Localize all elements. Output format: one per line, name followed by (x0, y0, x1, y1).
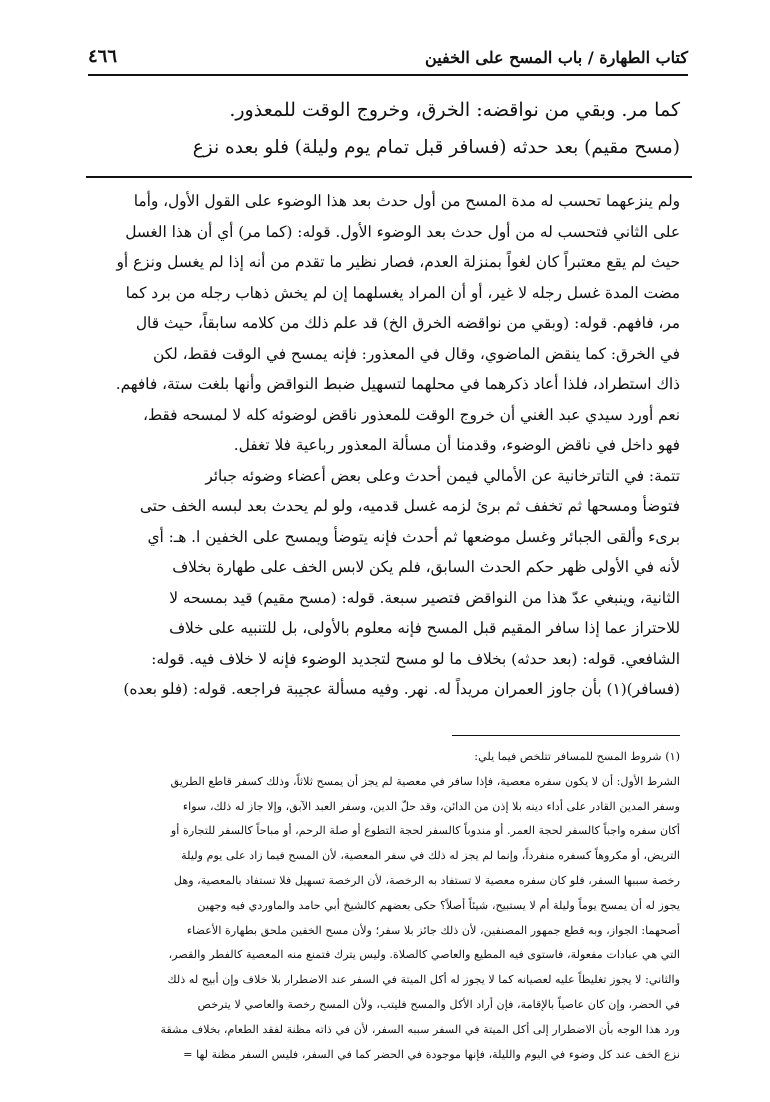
commentary-body (80, 186, 680, 705)
body-line: مر، فافهم. قوله: (وبقي من نواقضه الخرق الخ) قد علم ذلك من كلامه سابقاً، حيث قال (135, 314, 680, 332)
body-line: الثانية، وينبغي عدّ هذا من النواقض فتصير سبعة. قوله: (مسح مقيم) قيد بمسحه لا (169, 588, 680, 607)
body-line: نعم أورد سيدي عبد الغني أن خروج الوقت للمعذور ناقض لوضوئه كله لا لمسحه فقط، (142, 405, 680, 424)
footnote-line: في الحضر، وإن كان عاصياً بالإقامة، فإن أراد الأكل والمسح فليتب، ولأن المسح رخصة والعاصي لا يترخص (197, 997, 680, 1011)
footnote-line: ورد هذا الوجه بأن الاضطرار إلى أكل الميتة في السفر سببه السفر، لأن في ذاته مظنة لفقد الطعام، بخلاف مشقة (160, 1022, 680, 1036)
body-line: ولم ينزعهما تحسب له مدة المسح من أول حدث بعد هذا الوضوء على القول الأول، وأما (133, 192, 680, 210)
body-line: للاحتراز عما إذا سافر المقيم قبل المسح فإنه معلوم بالأولى، بل للتنبيه على خلاف (169, 619, 680, 637)
running-header (88, 46, 688, 76)
footnotes (80, 745, 680, 1067)
footnote-line: يجوز له أن يمسح يوماً وليلة أم لا يستبيح، شيئاً أصلاً؟ حكى بعضهم كالشيخ أبي حامد والماوردي فيه وجهين (197, 898, 680, 912)
body-line: مضت المدة غسل رجله لا غير، أو أن المراد يغسلهما إن لم يخش ذهاب رجله من برد كما (125, 283, 680, 302)
footnote-line: أصحهما: الجواز، وبه قطع جمهور المصنفين، لأن ذلك جائز بلا سفر؛ ولأن مسح الخفين ملحق بطهارة الأعضاء (186, 923, 680, 937)
footnote-line: أكان سفره واجباً كالسفر لحجة العمر. أو مندوباً كالسفر لحجة التطوع أو صلة الرحم، أو مباحاً كالسفر للتجارة أو (170, 824, 680, 838)
header-title: كتاب الطهارة / باب المسح على الخفين (425, 48, 688, 67)
footnote-line: وسفر المدين القادر على أداء دينه بلا إذن من الدائن، وقد حلّ الدين، وسفر العبد الآبق، وإلا جاز له ذلك، سواء (182, 799, 680, 813)
footnote-line: رخصة سببها السفر، فلو كان سفره معصية لا تستفاد به الرخصة، لأن الرخصة تسهيل فلا تستفاد بالمعصية، وهل (173, 873, 680, 887)
body-line: برىء وألقى الجبائر وغسل موضعها ثم أحدث فإنه يتوضأ ويمسح على الخفين ا. هـ: أي (147, 527, 680, 546)
footnote-line: التريض، أو مكروهاً كسفره منفرداً، وإنما لم يجز له ذلك في سفر المعصية، لأن المسح فيما زاد على يوم وليلة (181, 849, 680, 863)
footnote-line: الشرط الأول: أن لا يكون سفره معصية، فإذا سافر في معصية لم يجز أن يمسح ثلاثاً، وذلك كسفر قاطع الطريق (170, 774, 680, 788)
footnote-line: نزع الخف عند كل وضوء في اليوم والليلة، فإنها موجودة في الحضر كما في السفر، فليس السفر مظنة لها = (183, 1047, 680, 1061)
body-line: ذاك استطراد، فلذا أعاد ذكرهما في محلهما لتسهيل ضبط النواقض وأنها بلغت ستة، فافهم. (115, 375, 680, 393)
footnote-line: والثاني: لا يجوز تغليظاً عليه لعصيانه كما لا يجوز له أكل الميتة في السفر عند الاضطرار بلا خلاف وإن أبيح له ذلك (167, 973, 680, 987)
body-line: الشافعي. قوله: (بعد حدثه) بخلاف ما لو مسح لتجديد الوضوء فإنه لا خلاف فيه. قوله: (151, 649, 680, 668)
body-line: (فسافر)(١) بأن جاوز العمران مريداً له. نهر. وفيه مسألة عجيبة فراجعه. قوله: (فلو بعده) (123, 680, 680, 698)
footnote-heading: (١) شروط المسح للمسافر تتلخص فيما يلي: (474, 750, 680, 763)
footnote-line: التي هي عبادات مفعولة، فاستوى فيه المطيع والعاصي كالصلاة. وليس يترك فتمنع منه المعصية كالفطر والقصر، (168, 948, 680, 962)
intro-line: كما مر. وبقي من نواقضه: الخرق، وخروج الوقت للمعذور. (229, 99, 680, 121)
text-divider (86, 176, 692, 178)
page-number: ٤٦٦ (88, 46, 118, 67)
body-line: في الخرق: كما ينقض الماضوي، وقال في المعذور: فإنه يمسح في الوقت فقط، لكن (152, 344, 680, 363)
body-line: على الثاني فتحسب له من أول حدث بعد الوضوء الأول. قوله: (كما مر) أي أن هذا الغسل (125, 222, 680, 241)
body-line: فتوضأ ومسحها ثم تخفف ثم برئ لزمه غسل قدميه، ولو لم يحدث بعد لبسه الخف حتى (139, 497, 680, 515)
matn-line: (مسح مقيم) بعد حدثه (فسافر قبل تمام يوم وليلة) فلو بعده نزع (192, 137, 680, 158)
body-line: تتمة: في التاترخانية عن الأمالي فيمن أحدث وعلى بعض أعضاء وضوئه جبائر (205, 466, 680, 485)
body-line: لأنه في الأولى ظهر حكم الحدث السابق، فلم يكن لابس الخف على طهارة بخلاف (172, 558, 680, 576)
body-line: فهو داخل في ناقض الوضوء، وقدمنا أن مسألة المعذور رباعية فلا تغفل. (233, 436, 680, 454)
body-line: حيث لم يقع معتبراً كان لغواً بمنزلة العدم، فصار نظير ما تقدم من أنه إذا لم يغسل ونزع أو (116, 253, 680, 271)
footnote-divider (452, 735, 680, 736)
